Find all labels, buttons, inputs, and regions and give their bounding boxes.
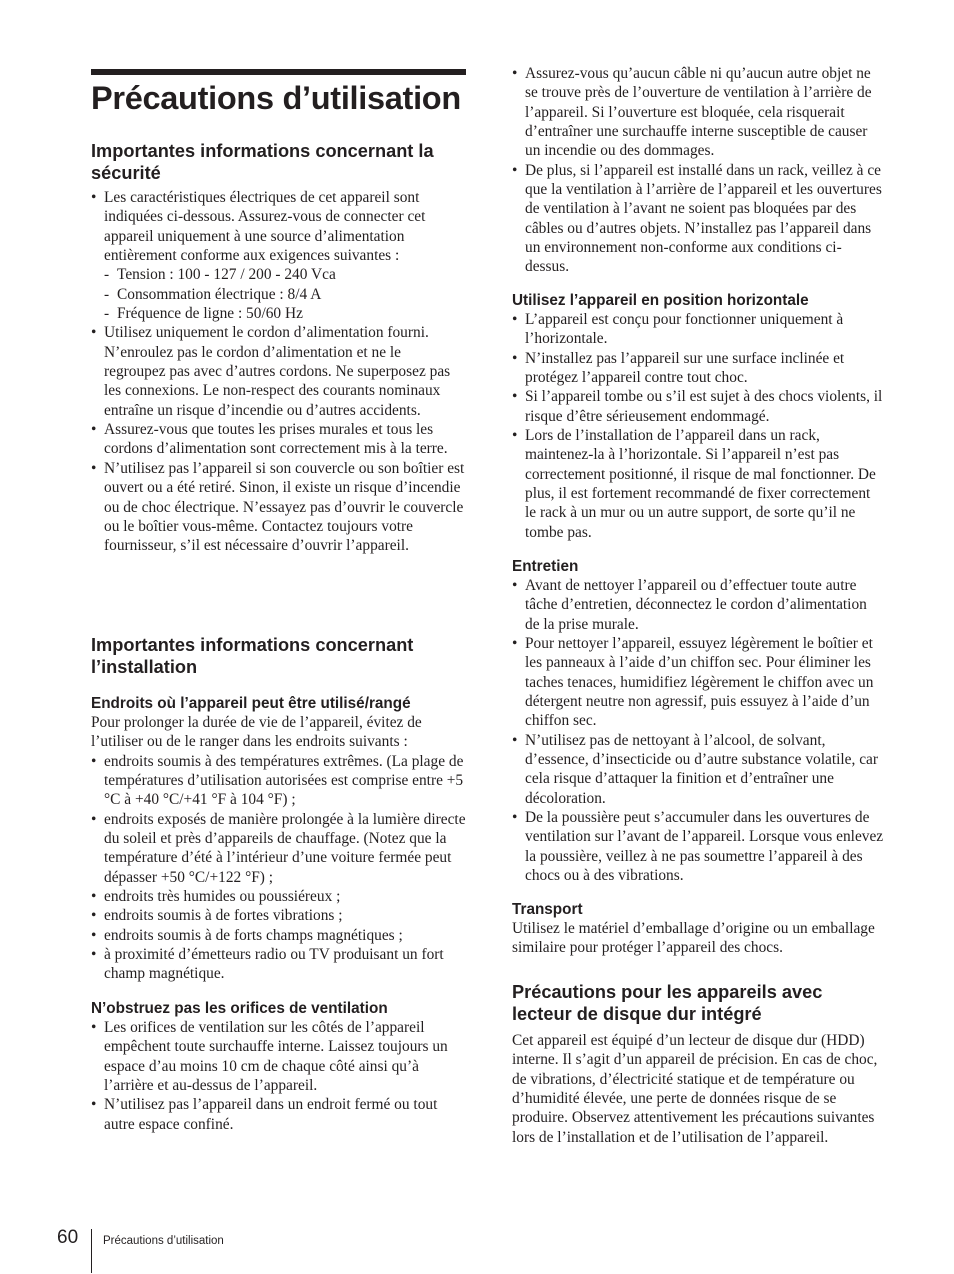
- ventilation-continued-list: [512, 64, 884, 277]
- page-title: Précautions d’utilisation: [91, 80, 461, 116]
- list-item: • L’appareil est conçu pour fonctionner uniquement à l’horizontale.: [512, 311, 844, 348]
- list-item: • endroits très humides ou poussiéreux ;: [91, 888, 341, 906]
- list-item: • N’utilisez pas de nettoyant à l’alcool, de solvant, d’essence, d’insecticide ou d’autre substance volatile, car cela risque d’attaquer la finition et d’entraîner une décoloration.: [512, 731, 878, 807]
- safety-list: [91, 188, 466, 556]
- ventilation-heading: N’obstruez pas les orifices de ventilation: [91, 1000, 388, 1017]
- list-item-text: Assurez-vous que toutes les prises murales et tous les cordons d’alimentation sont correctement mis à la terre.: [104, 421, 448, 458]
- list-item: • endroits soumis à de fortes vibrations ;: [91, 907, 343, 925]
- places-heading: Endroits où l’appareil peut être utilisé/rangé: [91, 695, 411, 712]
- safety-section: [91, 140, 466, 556]
- maintenance-section: [512, 557, 884, 886]
- list-item: • endroits soumis à des températures extrêmes. (La plage de températures d’utilisation autorisées est comprise entre +5 °C à +40 °C/+41 °F à 104 °F) ;: [91, 752, 464, 809]
- transport-section: [512, 900, 884, 958]
- maintenance-list: [512, 576, 884, 886]
- list-item: • Les caractéristiques électriques de cet appareil sont indiquées ci-dessous. Assurez-vous de connecter cet appareil uniquement à une source d’alimentation entièrement conforme aux exigences suivantes : - Tension : 100 - 127 / 200 - 240 Vca - Consommation électrique : 8/4 A - Fréquence de ligne : 50/60 Hz: [91, 188, 466, 323]
- list-item: • Les orifices de ventilation sur les côtés de l’appareil empêchent toute surchauffe interne. Laissez toujours un espace d’au moins 10 cm de chaque côté ainsi qu’à l’arrière et au-dessus de l’appareil.: [91, 1019, 448, 1095]
- horizontal-section: [512, 291, 884, 542]
- spec-item: - Fréquence de ligne : 50/60 Hz: [104, 305, 303, 323]
- installation-section: [91, 634, 466, 984]
- list-item: • Avant de nettoyer l’appareil ou d’effectuer toute autre tâche d’entretien, déconnectez le cordon d’alimentation de la prise murale.: [512, 577, 867, 633]
- list-item: • N’utilisez pas l’appareil si son couvercle ou son boîtier est ouvert ou a été retiré. Sinon, il existe un risque d’incendie ou de choc électrique. N’essayez pas d’ouvrir le couvercle ou le boîtier vous-même. Contactez toujours votre fournisseur, s’il est nécessaire d’ouvrir l’appareil.: [91, 459, 465, 555]
- list-item: • à proximité d’émetteurs radio ou TV produisant un fort champ magnétique.: [91, 946, 444, 983]
- list-item: • Assurez-vous que toutes les prises murales et tous les cordons d’alimentation sont correctement mis à la terre.: [91, 421, 448, 458]
- list-item: • Assurez-vous qu’aucun câble ni qu’aucun autre objet ne se trouve près de l’ouverture de ventilation à l’arrière de l’appareil. Si l’ouverture est bloquée, cela risquerait d’entraîner une surchauffe interne susceptible de causer un incendie ou des dommages.: [512, 65, 872, 160]
- list-item: • endroits soumis à de forts champs magnétiques ;: [91, 926, 403, 944]
- transport-heading: Transport: [512, 901, 583, 918]
- horizontal-list: [512, 310, 884, 542]
- hdd-text: Cet appareil est équipé d’un lecteur de disque dur (HDD) interne. Il s’agit d’un appareil de précision. En cas de choc, de vibrations, d’électricité statique et de température ou d’humidité élevée, une perte de données risque de se produire. Observez attentivement les précautions suivantes lors de l’installation et de l’utilisation de l’appareil.: [512, 1032, 878, 1146]
- places-list: [91, 752, 466, 984]
- list-item: • De plus, si l’appareil est installé dans un rack, veillez à ce que la ventilation à l’arrière de l’appareil et les ouvertures de ventilation à l’avant ne soient pas bloquées par des câbles ou d’autres objets. N’installez pas l’appareil dans un environnement non-conforme aux conditions ci-dessus.: [512, 161, 882, 276]
- transport-text: Utilisez le matériel d’emballage d’origine ou un emballage similaire pour protéger l’appareil des chocs.: [512, 920, 875, 957]
- list-item: • De la poussière peut s’accumuler dans les ouvertures de ventilation sur l’avant de l’appareil. Lorsque vous enlevez la poussière, veillez à ne pas soumettre l’appareil à des chocs ou à des vibrations.: [512, 809, 884, 885]
- hdd-section: [512, 981, 884, 1147]
- footer-label: Précautions d’utilisation: [103, 1235, 224, 1247]
- page-number: 60: [57, 1227, 79, 1248]
- list-item: • endroits exposés de manière prolongée à la lumière directe du soleil et près d’appareils de chauffage. (Notez que la température d’été à l’intérieur d’une voiture fermée peut dépasser +50 °C/+122 °F) ;: [91, 810, 466, 886]
- installation-heading: Importantes informations concernant l’installation: [91, 635, 414, 677]
- ventilation-section: [91, 999, 466, 1134]
- horizontal-heading: Utilisez l’appareil en position horizontale: [512, 292, 809, 309]
- spec-item: - Consommation électrique : 8/4 A: [104, 285, 322, 303]
- list-item: • Lors de l’installation de l’appareil dans un rack, maintenez-la à l’horizontale. Si l’appareil n’est pas correctement positionné, il risque de mal fonctionner. De plus, il est fortement recommandé de fixer correctement le rack à un mur ou un autre support, de sorte qu’il ne tombe pas.: [512, 427, 876, 541]
- footer-divider: [91, 1229, 92, 1273]
- list-item-text: N’utilisez pas l’appareil si son couvercle ou son boîtier est ouvert ou a été retiré. Sinon, il existe un risque d’incendie ou de choc électrique. N’essayez pas d’ouvrir le couvercle ou le boîtier vous-même. Contactez toujours votre fournisseur, s’il est nécessaire d’ouvrir l’appareil.: [104, 459, 465, 555]
- safety-heading: Importantes informations concernant la sécurité: [91, 141, 434, 183]
- hdd-heading: Précautions pour les appareils avec lecteur de disque dur intégré: [512, 982, 823, 1024]
- spec-item: - Tension : 100 - 127 / 200 - 240 Vca: [104, 266, 336, 284]
- places-intro: Pour prolonger la durée de vie de l’appareil, évitez de l’utiliser ou de le ranger dans les endroits suivants :: [91, 714, 422, 751]
- list-item: • Si l’appareil tombe ou s’il est sujet à des chocs violents, il risque d’être sérieusement endommagé.: [512, 388, 883, 425]
- list-item: • Pour nettoyer l’appareil, essuyez légèrement le boîtier et les panneaux à l’aide d’un chiffon sec. Pour éliminer les taches tenaces, humidifiez légèrement le chiffon avec un détergent neutre non agressif, puis essuyez à l’aide d’un chiffon sec.: [512, 635, 874, 730]
- list-item: • N’utilisez pas l’appareil dans un endroit fermé ou tout autre espace confiné.: [91, 1096, 438, 1133]
- ventilation-list: [91, 1018, 466, 1134]
- list-item-text: Les caractéristiques électriques de cet appareil sont indiquées ci-dessous. Assurez-vous de connecter cet appareil uniquement à une source d’alimentation entièrement conforme aux exigences suivantes :: [104, 189, 426, 265]
- list-item-text: Utilisez uniquement le cordon d’alimentation fourni. N’enroulez pas le cordon d’alimentation et ne le regroupez pas avec d’autres cordons. Ne superposez pas les connexions. Le non-respect des courants nominaux entraîne un risque d’incendie ou d’autres accidents.: [104, 324, 451, 419]
- title-rule: [91, 69, 466, 75]
- maintenance-heading: Entretien: [512, 558, 579, 575]
- list-item: • N’installez pas l’appareil sur une surface inclinée et protégez l’appareil contre tout choc.: [512, 349, 845, 387]
- list-item: • Utilisez uniquement le cordon d’alimentation fourni. N’enroulez pas le cordon d’alimentation et ne le regroupez pas avec d’autres cordons. Ne superposez pas les connexions. Le non-respect des courants nominaux entraîne un risque d’incendie ou d’autres accidents.: [91, 324, 451, 419]
